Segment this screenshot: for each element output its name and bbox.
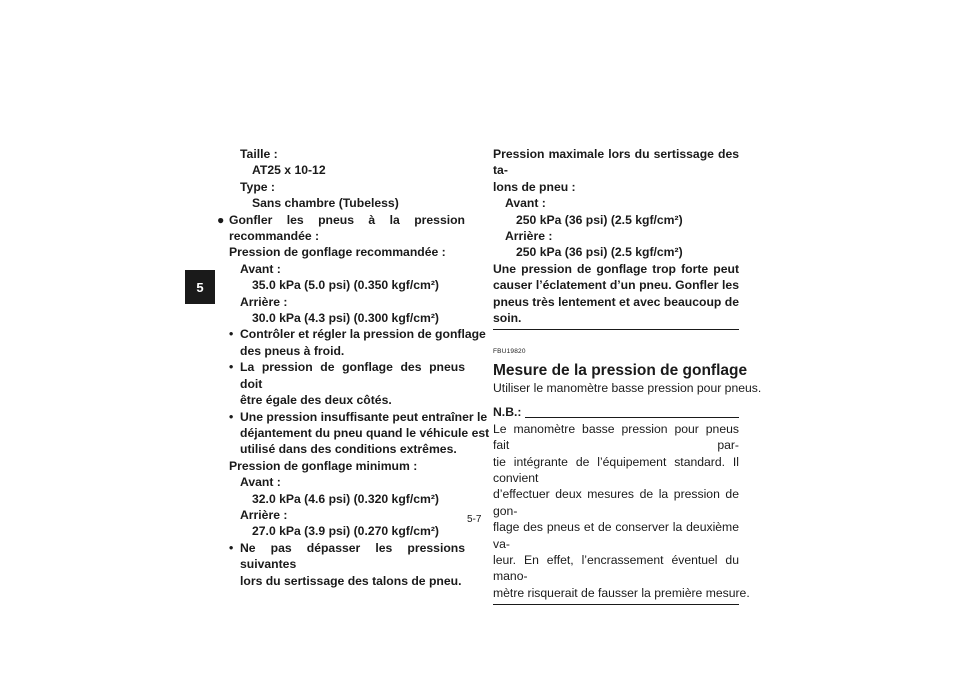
- max-avant-label: Avant :: [505, 196, 546, 211]
- min-avant-label: Avant :: [240, 475, 281, 490]
- dash-bullet-icon: •: [229, 540, 234, 555]
- warning-line2: causer l’éclatement d’un pneu. Gonfler les: [493, 278, 739, 293]
- warning-line3: pneus très lentement et avec beaucoup de: [493, 294, 739, 309]
- note-line: tie intégrante de l’équipement standard. Il convient: [493, 454, 739, 485]
- note-header: [493, 404, 739, 420]
- section-code: FBU19820: [493, 348, 526, 356]
- note-line: flage des pneus et de conserver la deuxième va-: [493, 520, 739, 551]
- max-line1: Pression maximale lors du sertissage des ta-: [493, 147, 739, 178]
- section-intro: Utiliser le manomètre basse pression pour pneus.: [493, 380, 762, 395]
- reco-avant-value: 35.0 kPa (5.0 psi) (0.350 kgf/cm²): [252, 278, 439, 293]
- dash-item-line: La pression de gonflage des pneus doit: [240, 360, 465, 391]
- bullet-inflate-line2: recommandée :: [229, 229, 320, 244]
- max-arriere-label: Arrière :: [505, 229, 553, 244]
- note-line: d’effectuer deux mesures de la pression de gon-: [493, 487, 739, 518]
- section-divider: [493, 329, 739, 330]
- right-column: [493, 146, 762, 605]
- dash-item-line: être égale des deux côtés.: [240, 393, 392, 408]
- note-end-rule: [493, 604, 739, 605]
- type-label: Type :: [240, 179, 275, 194]
- taille-label: Taille :: [240, 147, 278, 161]
- note-body: [493, 421, 750, 601]
- max-arriere-value: 250 kPa (36 psi) (2.5 kgf/cm²): [516, 245, 683, 260]
- reco-avant-label: Avant :: [240, 261, 281, 276]
- dash-item-line: déjantement du pneu quand le véhicule est: [240, 425, 490, 440]
- dash-item-equal: [217, 359, 465, 408]
- note-label: N.B.:: [493, 405, 522, 420]
- max-line2: lons de pneu :: [493, 179, 576, 194]
- max-avant-value: 250 kPa (36 psi) (2.5 kgf/cm²): [516, 212, 683, 227]
- type-value: Sans chambre (Tubeless): [252, 196, 399, 211]
- note-line: leur. En effet, l’encrassement éventuel du mano-: [493, 552, 739, 584]
- min-label: Pression de gonflage minimum :: [229, 458, 418, 473]
- dash-item-line: Une pression insuffisante peut entraîner le: [240, 409, 488, 424]
- reco-arriere-label: Arrière :: [240, 294, 288, 309]
- reco-label: Pression de gonflage recommandée :: [229, 245, 446, 260]
- bullet-inflate: [217, 212, 465, 228]
- dash-bullet-icon: •: [229, 409, 234, 424]
- dash-item-line: lors du sertissage des talons de pneu.: [240, 573, 462, 588]
- dash-item-check: [217, 326, 486, 359]
- dash-item-line: Ne pas dépasser les pressions suivantes: [240, 540, 465, 572]
- bullet-icon: ●: [217, 212, 225, 227]
- note-line: mètre risquerait de fausser la première mesure.: [493, 585, 750, 600]
- chapter-tab: [185, 270, 215, 304]
- taille-value: AT25 x 10-12: [252, 163, 326, 178]
- dash-bullet-icon: •: [229, 327, 234, 342]
- warning-line1: Une pression de gonflage trop forte peut: [493, 261, 739, 276]
- page-number: 5-7: [467, 514, 482, 525]
- dash-item-line: Contrôler et régler la pression de gonflage: [240, 327, 486, 342]
- bullet-inflate-line1: Gonfler les pneus à la pression: [229, 212, 465, 227]
- dash-item-insufficient: [217, 409, 490, 458]
- chapter-number: 5: [196, 279, 204, 295]
- min-arriere-label: Arrière :: [240, 507, 288, 522]
- dash-item-line: des pneus à froid.: [240, 343, 345, 358]
- dash-bullet-icon: •: [229, 360, 234, 375]
- note-line: Le manomètre basse pression pour pneus fait par-: [493, 421, 739, 453]
- dash-item-line: utilisé dans des conditions extrêmes.: [240, 442, 457, 457]
- min-avant-value: 32.0 kPa (4.6 psi) (0.320 kgf/cm²): [252, 491, 439, 506]
- dash-item-max: [217, 540, 465, 589]
- note-rule: [525, 417, 739, 418]
- warning-line4: soin.: [493, 311, 522, 326]
- section-title: Mesure de la pression de gonflage: [493, 361, 748, 379]
- reco-arriere-value: 30.0 kPa (4.3 psi) (0.300 kgf/cm²): [252, 311, 439, 326]
- min-arriere-value: 27.0 kPa (3.9 psi) (0.270 kgf/cm²): [252, 524, 439, 539]
